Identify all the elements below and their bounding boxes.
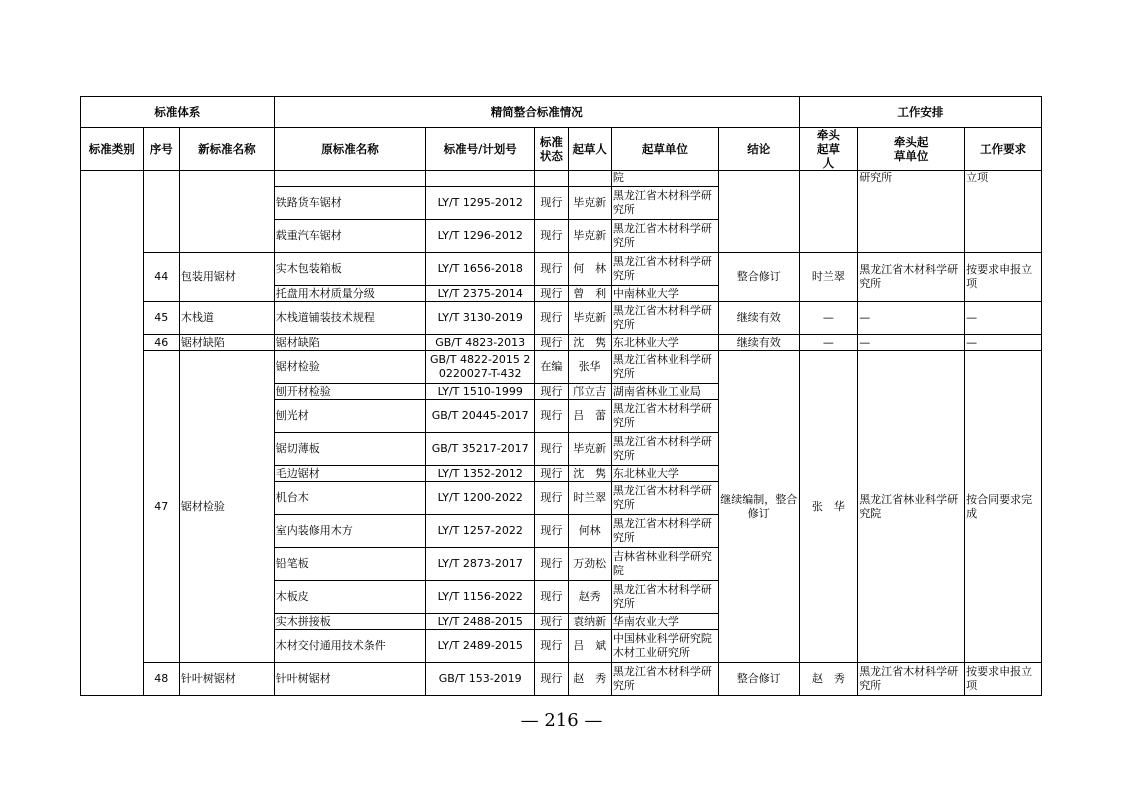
col-seq: 序号 <box>143 128 179 171</box>
drafter-cell: 赵秀 <box>568 581 611 614</box>
unit-cell: 湖南省林业工业局 <box>611 384 718 400</box>
conclusion-cell <box>718 171 799 253</box>
orig-name-cell: 锯材缺陷 <box>274 335 425 351</box>
drafter-cell: 时兰翠 <box>568 482 611 515</box>
lead-person-cell: 张 华 <box>799 351 858 663</box>
seq-cell: 46 <box>143 335 179 351</box>
drafter-cell: 何林 <box>568 515 611 548</box>
code-cell: GB/T 4822-2015 20220027-T-432 <box>426 351 535 384</box>
code-cell: LY/T 1295-2012 <box>426 187 535 220</box>
orig-name-cell: 实木拼接板 <box>274 614 425 630</box>
unit-cell: 黑龙江省木材科学研究所 <box>611 663 718 696</box>
drafter-cell <box>568 171 611 187</box>
unit-cell: 院 <box>611 171 718 187</box>
code-cell <box>426 171 535 187</box>
status-cell: 现行 <box>535 482 568 515</box>
orig-name-cell <box>274 171 425 187</box>
orig-name-cell: 室内装修用木方 <box>274 515 425 548</box>
status-cell: 现行 <box>535 384 568 400</box>
unit-cell: 吉林省林业科学研究院 <box>611 548 718 581</box>
code-cell: LY/T 2489-2015 <box>426 630 535 663</box>
lead-person-cell: — <box>799 335 858 351</box>
requirement-cell: 按合同要求完成 <box>965 351 1042 663</box>
orig-name-cell: 锯材检验 <box>274 351 425 384</box>
lead-unit-cell: — <box>858 335 965 351</box>
lead-unit-cell: 黑龙江省木材科学研究所 <box>858 253 965 302</box>
group-header-work: 工作安排 <box>799 97 1041 128</box>
status-cell: 现行 <box>535 581 568 614</box>
unit-cell: 黑龙江省木材科学研究所 <box>611 400 718 433</box>
group-header-system: 标准体系 <box>81 97 275 128</box>
status-cell: 现行 <box>535 515 568 548</box>
group-header-consolidation: 精简整合标准情况 <box>274 97 799 128</box>
code-cell: LY/T 1257-2022 <box>426 515 535 548</box>
unit-cell: 华南农业大学 <box>611 614 718 630</box>
unit-cell: 黑龙江省木材科学研究所 <box>611 253 718 286</box>
code-cell: LY/T 1656-2018 <box>426 253 535 286</box>
orig-name-cell: 托盘用木材质量分级 <box>274 286 425 302</box>
drafter-cell: 曾 利 <box>568 286 611 302</box>
new-name-cell: 包装用锯材 <box>179 253 274 302</box>
lead-unit-cell: — <box>858 302 965 335</box>
status-cell: 现行 <box>535 433 568 466</box>
orig-name-cell: 刨光材 <box>274 400 425 433</box>
orig-name-cell: 锯切薄板 <box>274 433 425 466</box>
new-name-cell: 锯材检验 <box>179 351 274 663</box>
orig-name-cell: 木板皮 <box>274 581 425 614</box>
lead-person-cell <box>799 171 858 253</box>
drafter-cell: 毕克新 <box>568 302 611 335</box>
code-cell: LY/T 3130-2019 <box>426 302 535 335</box>
status-cell <box>535 171 568 187</box>
code-cell: LY/T 2873-2017 <box>426 548 535 581</box>
drafter-cell: 袁纳新 <box>568 614 611 630</box>
new-name-cell <box>179 171 274 253</box>
status-cell: 现行 <box>535 663 568 696</box>
seq-cell: 48 <box>143 663 179 696</box>
col-status: 标准状态 <box>535 128 568 171</box>
orig-name-cell: 刨开材检验 <box>274 384 425 400</box>
drafter-cell: 吕 蕾 <box>568 400 611 433</box>
orig-name-cell: 铁路货车锯材 <box>274 187 425 220</box>
status-cell: 现行 <box>535 187 568 220</box>
status-cell: 现行 <box>535 614 568 630</box>
requirement-cell: — <box>965 302 1042 335</box>
lead-unit-cell: 黑龙江省木材科学研究所 <box>858 663 965 696</box>
orig-name-cell: 毛边锯材 <box>274 466 425 482</box>
drafter-cell: 沈 隽 <box>568 466 611 482</box>
seq-cell: 47 <box>143 351 179 663</box>
col-unit: 起草单位 <box>611 128 718 171</box>
code-cell: LY/T 1200-2022 <box>426 482 535 515</box>
drafter-cell: 万劲松 <box>568 548 611 581</box>
standards-table <box>80 96 1042 696</box>
orig-name-cell: 实木包装箱板 <box>274 253 425 286</box>
code-cell: GB/T 20445-2017 <box>426 400 535 433</box>
col-code: 标准号/计划号 <box>426 128 535 171</box>
drafter-cell: 吕 斌 <box>568 630 611 663</box>
unit-cell: 中国林业科学研究院木材工业研究所 <box>611 630 718 663</box>
orig-name-cell: 针叶树锯材 <box>274 663 425 696</box>
col-lead-unit: 牵头起草单位 <box>858 128 965 171</box>
status-cell: 在编 <box>535 351 568 384</box>
status-cell: 现行 <box>535 548 568 581</box>
seq-cell <box>143 171 179 253</box>
orig-name-cell: 木栈道铺装技术规程 <box>274 302 425 335</box>
orig-name-cell: 机台木 <box>274 482 425 515</box>
status-cell: 现行 <box>535 253 568 286</box>
drafter-cell: 何 林 <box>568 253 611 286</box>
status-cell: 现行 <box>535 220 568 253</box>
code-cell: GB/T 4823-2013 <box>426 335 535 351</box>
lead-person-cell: — <box>799 302 858 335</box>
drafter-cell: 毕克新 <box>568 433 611 466</box>
unit-cell: 黑龙江省木材科学研究所 <box>611 482 718 515</box>
requirement-cell: — <box>965 335 1042 351</box>
status-cell: 现行 <box>535 466 568 482</box>
orig-name-cell: 载重汽车锯材 <box>274 220 425 253</box>
unit-cell: 黑龙江省木材科学研究所 <box>611 302 718 335</box>
unit-cell: 黑龙江省木材科学研究所 <box>611 515 718 548</box>
conclusion-cell: 整合修订 <box>718 253 799 302</box>
unit-cell: 黑龙江省木材科学研究所 <box>611 187 718 220</box>
unit-cell: 黑龙江省林业科学研究所 <box>611 351 718 384</box>
seq-cell: 45 <box>143 302 179 335</box>
col-category: 标准类别 <box>81 128 144 171</box>
seq-cell: 44 <box>143 253 179 302</box>
code-cell: LY/T 1296-2012 <box>426 220 535 253</box>
code-cell: LY/T 1156-2022 <box>426 581 535 614</box>
conclusion-cell: 整合修订 <box>718 663 799 696</box>
lead-unit-cell: 研究所 <box>858 171 965 253</box>
status-cell: 现行 <box>535 286 568 302</box>
page-number: — 216 — <box>520 710 603 731</box>
col-conclusion: 结论 <box>718 128 799 171</box>
new-name-cell: 针叶树锯材 <box>179 663 274 696</box>
status-cell: 现行 <box>535 400 568 433</box>
status-cell: 现行 <box>535 630 568 663</box>
lead-person-cell: 时兰翠 <box>799 253 858 302</box>
drafter-cell: 毕克新 <box>568 187 611 220</box>
code-cell: LY/T 1510-1999 <box>426 384 535 400</box>
unit-cell: 中南林业大学 <box>611 286 718 302</box>
col-lead-person: 牵头起草人 <box>799 128 858 171</box>
unit-cell: 黑龙江省木材科学研究所 <box>611 581 718 614</box>
drafter-cell: 沈 隽 <box>568 335 611 351</box>
conclusion-cell: 继续有效 <box>718 335 799 351</box>
orig-name-cell: 铅笔板 <box>274 548 425 581</box>
category-cell <box>81 171 144 696</box>
col-new-name: 新标准名称 <box>179 128 274 171</box>
requirement-cell: 按要求申报立项 <box>965 663 1042 696</box>
code-cell: LY/T 2375-2014 <box>426 286 535 302</box>
unit-cell: 东北林业大学 <box>611 335 718 351</box>
col-drafter: 起草人 <box>568 128 611 171</box>
unit-cell: 黑龙江省木材科学研究所 <box>611 220 718 253</box>
unit-cell: 东北林业大学 <box>611 466 718 482</box>
col-orig-name: 原标准名称 <box>274 128 425 171</box>
lead-unit-cell: 黑龙江省林业科学研究院 <box>858 351 965 663</box>
code-cell: GB/T 153-2019 <box>426 663 535 696</box>
drafter-cell: 毕克新 <box>568 220 611 253</box>
status-cell: 现行 <box>535 335 568 351</box>
unit-cell: 黑龙江省木材科学研究所 <box>611 433 718 466</box>
conclusion-cell: 继续编制，整合修订 <box>718 351 799 663</box>
code-cell: LY/T 1352-2012 <box>426 466 535 482</box>
drafter-cell: 张华 <box>568 351 611 384</box>
drafter-cell: 邝立吉 <box>568 384 611 400</box>
lead-person-cell: 赵 秀 <box>799 663 858 696</box>
orig-name-cell: 木材交付通用技术条件 <box>274 630 425 663</box>
requirement-cell: 按要求申报立项 <box>965 253 1042 302</box>
requirement-cell: 立项 <box>965 171 1042 253</box>
drafter-cell: 赵 秀 <box>568 663 611 696</box>
new-name-cell: 木栈道 <box>179 302 274 335</box>
code-cell: GB/T 35217-2017 <box>426 433 535 466</box>
col-requirement: 工作要求 <box>965 128 1042 171</box>
status-cell: 现行 <box>535 302 568 335</box>
code-cell: LY/T 2488-2015 <box>426 614 535 630</box>
conclusion-cell: 继续有效 <box>718 302 799 335</box>
new-name-cell: 锯材缺陷 <box>179 335 274 351</box>
